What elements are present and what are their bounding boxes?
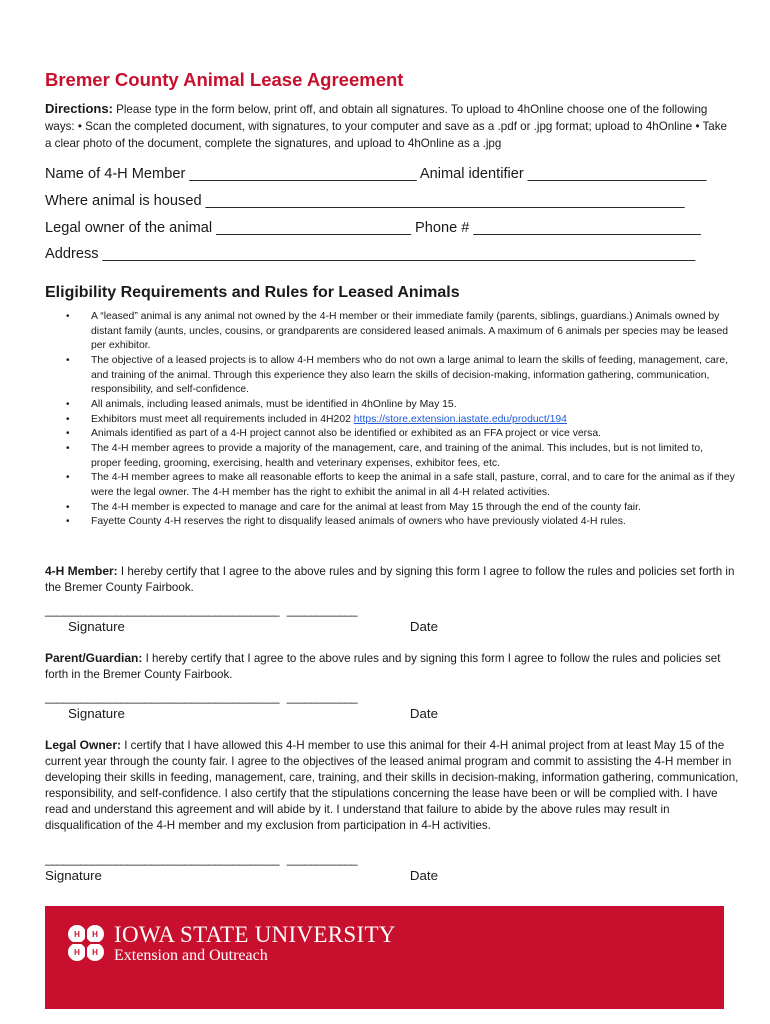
svg-text:H: H <box>74 930 80 939</box>
rule-item: • All animals, including leased animals, must be identified in 4hOnline by May 15. <box>91 398 735 413</box>
university-name: IOWA STATE UNIVERSITY <box>114 922 396 947</box>
parent-cert-text: I hereby certify that I agree to the above rules and by signing this form I agree to follow the rules and policies set forth in the Bremer County Fairbook. <box>45 652 721 681</box>
member-name-field[interactable]: ____________________________ <box>189 166 417 182</box>
parent-signature-field[interactable]: ________________________________________ <box>45 691 279 704</box>
member-cert-text: I hereby certify that I agree to the above rules and by signing this form I agree to follow the rules and policies set forth in the Bremer County Fairbook. <box>45 565 735 594</box>
rule-item: • The 4-H member agrees to make all reasonable efforts to keep the animal in a safe stall, pasture, corral, and to care for the animal as if they were the legal owner. The 4-H member has the right to exhibit the animal in all 4-H related activities. <box>91 471 735 500</box>
member-signature-block <box>45 604 438 635</box>
animal-id-field[interactable]: ______________________ <box>527 166 707 182</box>
member-certification <box>45 564 740 596</box>
directions <box>45 100 735 152</box>
address-label: Address <box>45 246 99 262</box>
parent-cert-label: Parent/Guardian: <box>45 651 143 665</box>
signature-label: Signature <box>45 868 102 883</box>
owner-cert-text: I certify that I have allowed this 4-H member to use this animal for their 4-H animal project from at least May 15 of the current year through the county fair. I agree to the objectives of the leased animal program and commit to assisting the 4-H member in developing their skills in feeding, management, care, training, and their skills in decision-making, information gathering, communication, responsibility, and self-confidence. I also certify that the stipulations concerning the lease have been or will be complied with. I have read and understand this agreement and will abide by it. I understand that failure to abide by the above rules may result in disqualification of the 4-H member and my exclusion from participation in 4-H activities. <box>45 739 739 832</box>
unit-name: Extension and Outreach <box>114 947 268 964</box>
4h-clover-icon <box>64 921 108 965</box>
member-date-field[interactable]: ____________ <box>286 604 357 617</box>
housed-label: Where animal is housed <box>45 193 202 209</box>
owner-signature-field[interactable]: ________________________________________ <box>45 853 279 866</box>
owner-date-field[interactable]: ____________ <box>286 853 357 866</box>
address-row <box>45 246 695 262</box>
svg-text:H: H <box>92 930 98 939</box>
rule-item: • The objective of a leased projects is to allow 4-H members who do not own a large animal to learn the skills of feeding, management, care, and training of the animal. Through this experience they also learn the skills of decision-making, information gathering, communication, responsibility, and self-confidence. <box>91 354 735 398</box>
parent-date-field[interactable]: ____________ <box>286 691 357 704</box>
owner-cert-label: Legal Owner: <box>45 738 122 752</box>
owner-label: Legal owner of the animal <box>45 220 213 236</box>
date-label: Date <box>409 868 438 883</box>
rule-item: • The 4-H member is expected to manage and care for the animal at least from May 15 through the end of the county fair. <box>91 501 735 516</box>
rule-item: • Animals identified as part of a 4-H project cannot also be identified or exhibited as an FFA project or vice versa. <box>91 427 735 442</box>
phone-field[interactable]: ____________________________ <box>473 220 701 236</box>
date-label: Date <box>409 706 438 721</box>
rule-item: • Fayette County 4-H reserves the right to disqualify leased animals of owners who have previously violated 4-H rules. <box>91 515 735 530</box>
housed-row <box>45 193 685 209</box>
date-label: Date <box>409 619 438 634</box>
isu-footer-banner <box>45 906 724 1009</box>
member-cert-label: 4-H Member: <box>45 564 118 578</box>
member-name-row <box>45 166 706 182</box>
rule-item: • A “leased” animal is any animal not owned by the 4-H member or their immediate family (parents, siblings, guardians.) Animals owned by distant family (aunts, uncles, cousins, or grandparents are considered leased animals. A maximum of 6 animals per species may be leased per exhibitor. <box>91 310 735 354</box>
rule-item <box>91 413 735 428</box>
animal-id-label: Animal identifier <box>419 166 524 182</box>
directions-label: Directions: <box>45 101 113 116</box>
document-title: Bremer County Animal Lease Agreement <box>45 69 404 90</box>
directions-text: Please type in the form below, print off, and obtain all signatures. To upload to 4hOnline choose one of the following ways: • Scan the completed document, with signatures, to your computer and save as a .pdf or .jpg format; upload to 4hOnline • Take a clear photo of the document, complete the signatures, and upload to 4hOnline as a .jpg <box>45 103 728 150</box>
member-signature-field[interactable]: ________________________________________ <box>45 604 279 617</box>
phone-label: Phone # <box>415 220 470 236</box>
parent-signature-block <box>45 691 438 722</box>
owner-certification <box>45 738 740 833</box>
member-name-label: Name of 4-H Member <box>45 166 186 182</box>
address-field[interactable]: _________________________________________________________________________ <box>102 246 696 262</box>
eligibility-rules-list <box>45 310 735 530</box>
owner-row <box>45 220 701 236</box>
signature-label: Signature <box>68 706 125 721</box>
svg-text:H: H <box>74 948 80 957</box>
eligibility-heading: Eligibility Requirements and Rules for Leased Animals <box>45 284 460 301</box>
signature-label: Signature <box>68 619 125 634</box>
parent-certification <box>45 651 740 683</box>
owner-signature-block <box>45 853 438 884</box>
store-link[interactable]: https://store.extension.iastate.edu/product/194 <box>353 413 567 425</box>
rule-item: • The 4-H member agrees to provide a majority of the management, care, and training of the animal. This includes, but is not limited to, proper feeding, grooming, exercising, health and veterinary expenses, exhibitor fees, etc. <box>91 442 735 471</box>
svg-text:H: H <box>92 948 98 957</box>
owner-field[interactable]: ________________________ <box>216 220 411 236</box>
housed-field[interactable]: ___________________________________________________________ <box>205 193 685 209</box>
rule-text: Exhibitors must meet all requirements included in 4H202 <box>91 413 354 425</box>
